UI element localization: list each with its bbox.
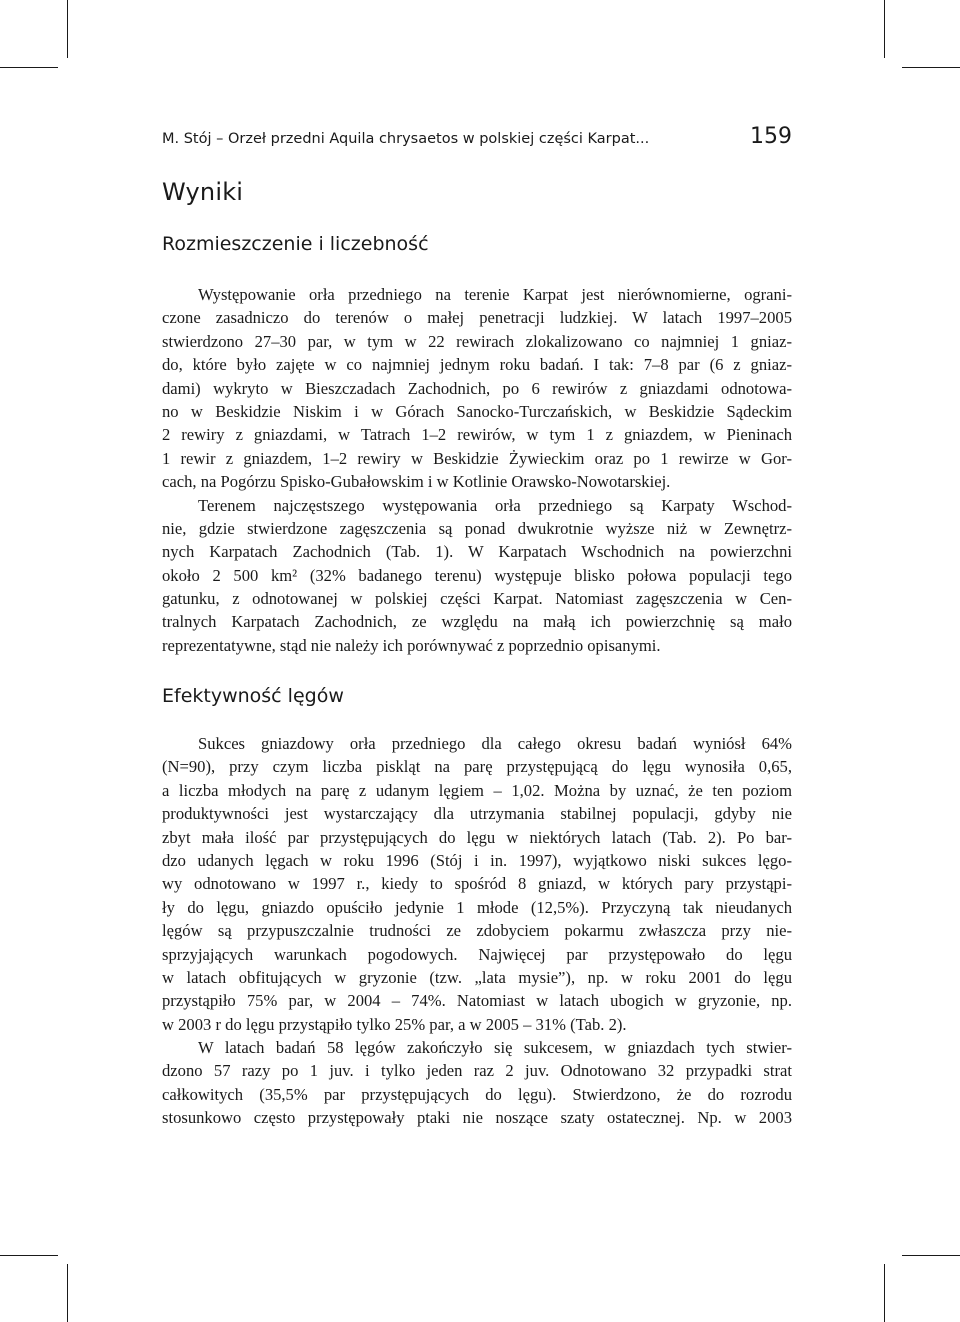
subsection-title-distribution: Rozmieszczenie i liczebność: [162, 233, 429, 255]
crop-mark: [902, 1255, 960, 1256]
text-line: Sukces gniazdowy orła przedniego dla całego okresu badań wyniósł 64%: [198, 734, 792, 753]
section-title: Wyniki: [162, 178, 244, 206]
text-line: tralnych Karpatach Zachodnich, ze względu na małą ich powierzchnię są mało: [162, 612, 792, 632]
text-line: czone zasadniczo do terenów o małej penetracji ludzkiej. W latach 1997–2005: [162, 308, 792, 328]
running-head-text: M. Stój – Orzeł przedni Aquila chrysaetos w polskiej części Karpat...: [162, 131, 650, 147]
text-line: w 2003 r do lęgu przystąpiło tylko 25% par, a w 2005 – 31% (Tab. 2).: [162, 1014, 627, 1034]
text-line: cach, na Pogórzu Spisko-Gubałowskim i w Kotlinie Orawsko-Nowotarskiej.: [162, 472, 671, 492]
text-line: (N=90), przy czym liczba piskląt na parę przystępującą do lęgu wynosiła 0,65,: [162, 757, 792, 777]
text-line: Występowanie orła przedniego na terenie Karpat jest nierównomierne, ograni-: [198, 285, 792, 304]
text-line: przystąpiło 75% par, w 2004 – 74%. Natomiast w latach ubogich w gryzonie, np.: [162, 991, 792, 1011]
text-line: W latach badań 58 lęgów zakończyło się sukcesem, w gniazdach tych stwier-: [198, 1038, 792, 1058]
subsection-title-breeding-success: Efektywność lęgów: [162, 685, 344, 707]
text-line: nych Karpatach Zachodnich (Tab. 1). W Karpatach Wschodnich na powierzchni: [162, 542, 792, 562]
text-line: dami) wykryto w Bieszczadach Zachodnich, po 6 rewirów z gniazdami odnotowa-: [162, 378, 792, 398]
text-line: produktywności jest wystarczający dla utrzymania stabilnej populacji, gdyby nie: [162, 804, 792, 824]
text-line: ły do lęgu, gniazdo opuściło jedynie 1 młode (12,5%). Przyczyną tak nieudanych: [162, 897, 792, 917]
text-line: sprzyjających warunkach pogodowych. Najwięcej par przystępowało do lęgu: [162, 944, 792, 964]
text-line: reprezentatywne, stąd nie należy ich porównywać z poprzednio opisanymi.: [162, 635, 661, 655]
text-line: do, które było zajęte w co najmniej jednym roku badań. I tak: 7–8 par (6 z gniaz-: [162, 355, 792, 375]
crop-mark: [67, 0, 68, 58]
text-line: zbyt mała ilość par przystępujących do lęgu w niektórych latach (Tab. 2). Po bar-: [162, 827, 792, 847]
page-number: 159: [750, 124, 792, 149]
running-head: [162, 126, 792, 156]
text-line: 2 rewiry z gniazdami, w Tatrach 1–2 rewirów, w tym 1 z gniazdem, w Pieninach: [162, 425, 792, 445]
crop-mark: [902, 67, 960, 68]
crop-mark: [0, 1255, 58, 1256]
crop-mark: [67, 1264, 68, 1322]
text-line: no w Beskidzie Niskim i w Górach Sanocko-Turczańskich, w Beskidzie Sądeckim: [162, 401, 792, 421]
text-line: nie, gdzie stwierdzone zagęszczenia są ponad dwukrotnie wyższe niż w Zewnętrz-: [162, 518, 792, 538]
text-line: lęgów są przypuszczalnie trudności ze zdobyciem pokarmu zwłaszcza przy nie-: [162, 921, 792, 941]
text-line: a liczba młodych na parę z udanym lęgiem – 1,02. Można by uznać, że ten poziom: [162, 780, 792, 800]
text-line: 1 rewir z gniazdem, 1–2 rewiry w Beskidzie Żywieckim oraz po 1 rewirze w Gor-: [162, 448, 792, 468]
text-line: wy odnotowano w 1997 r., kiedy to spośród 8 gniazd, w których pary przystąpi-: [162, 874, 792, 894]
text-line: około 2 500 km² (32% badanego terenu) występuje blisko połowa populacji tego: [162, 565, 792, 585]
text-line: dzono 57 razy po 1 juv. i tylko jeden raz 2 juv. Odnotowano 32 przypadki strat: [162, 1061, 792, 1081]
crop-mark: [0, 67, 58, 68]
text-line: stosunkowo często przystępowały ptaki nie noszące szaty ostatecznej. Np. w 2003: [162, 1108, 792, 1128]
text-line: całkowitych (35,5% par przystępujących do lęgu). Stwierdzono, że do rozrodu: [162, 1084, 792, 1104]
text-line: stwierdzono 27–30 par, w tym w 22 rewirach zlokalizowano co najmniej 1 gniaz-: [162, 331, 792, 351]
crop-mark: [884, 0, 885, 58]
crop-mark: [884, 1264, 885, 1322]
text-line: gatunku, z odnotowanej w polskiej części Karpat. Natomiast zagęszczenia w Cen-: [162, 589, 792, 609]
text-line: Terenem najczęstszego występowania orła przedniego są Karpaty Wschod-: [198, 495, 792, 515]
text-line: w latach obfitujących w gryzonie (tzw. „lata mysie”), np. w roku 2001 do lęgu: [162, 967, 792, 987]
text-line: dzo udanych lęgach w roku 1996 (Stój i in. 1997), wyjątkowo niski sukces lęgo-: [162, 850, 792, 870]
body-text-breeding-success: [162, 732, 792, 1130]
body-text-distribution: [162, 283, 792, 657]
